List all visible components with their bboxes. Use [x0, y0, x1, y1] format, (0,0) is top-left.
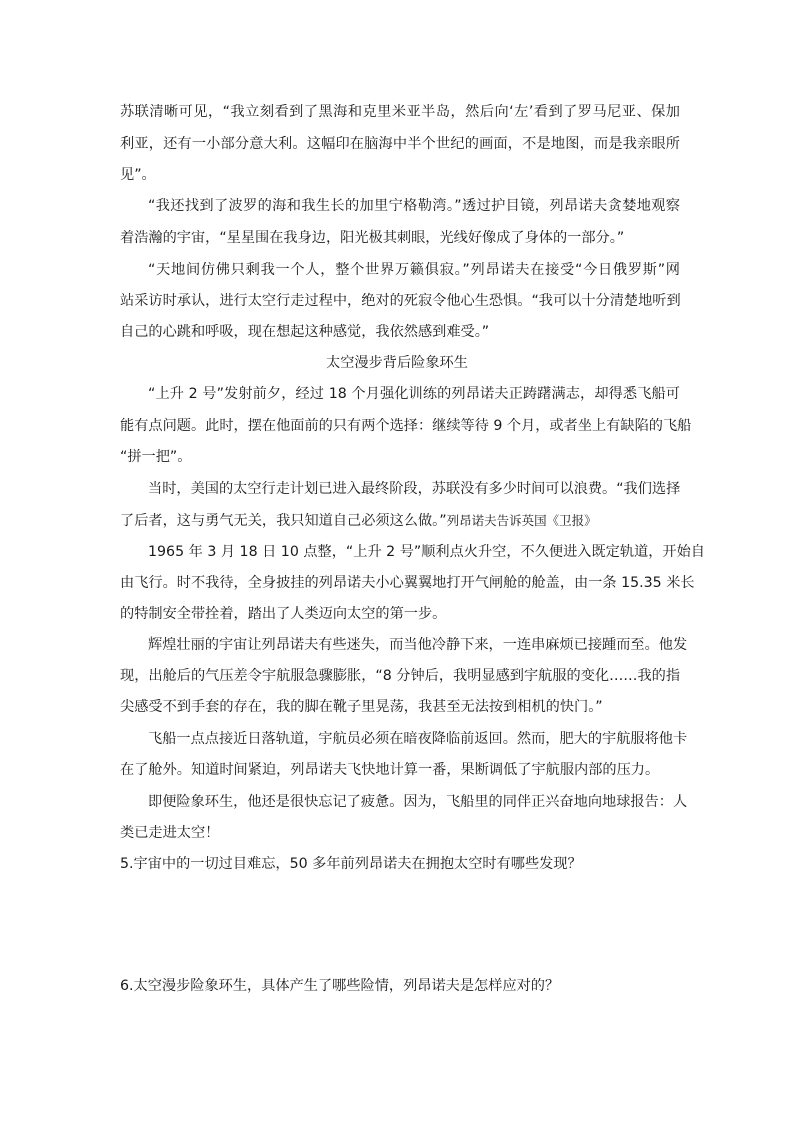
paragraph-line: 苏联清晰可见，“我立刻看到了黑海和克里米亚半岛，然后向‘左’看到了罗马尼亚、保加: [120, 104, 680, 120]
paragraph-line: 飞船一点点接近日落轨道，宇航员必须在暗夜降临前返回。然而，肥大的宇航服将他卡: [148, 731, 688, 747]
paragraph-line: 站采访时承认，进行太空行走过程中，绝对的死寂令他心生恐惧。“我可以十分清楚地听到: [120, 293, 681, 309]
section-heading: 太空漫步背后险象环生: [326, 355, 468, 371]
paragraph-line: 着浩瀚的宇宙，“星星围在我身边，阳光极其刺眼，光线好像成了身体的一部分。”: [120, 230, 625, 246]
paragraph-line: “天地间仿佛只剩我一个人，整个世界万籁俱寂。”列昂诺夫在接受“今日俄罗斯”网: [148, 262, 680, 278]
paragraph-line: 在了舱外。知道时间紧迫，列昂诺夫飞快地计算一番，果断调低了宇航服内部的压力。: [120, 762, 660, 778]
paragraph-line: 自己的心跳和呼吸，现在想起这种感觉，我依然感到难受。”: [120, 324, 490, 340]
paragraph-line: “拼一把”。: [120, 449, 192, 465]
paragraph-line: 类已走进太空！: [120, 825, 220, 841]
paragraph-line: 能有点问题。此时，摆在他面前的只有两个选择：继续等待 9 个月，或者坐上有缺陷的飞船: [120, 418, 692, 434]
paragraph-line: 现，出舱后的气压差令宇航服急骤膨胀，“8 分钟后，我明显感到宇航服的变化……我的指: [120, 668, 681, 684]
paragraph-line: 当时，美国的太空行走计划已进入最终阶段，苏联没有多少时间可以浪费。“我们选择: [148, 481, 681, 497]
paragraph-line: 尖感受不到手套的存在，我的脚在靴子里晃荡，我甚至无法按到相机的快门。”: [120, 699, 603, 715]
paragraph-line-mixed: [120, 510, 597, 531]
paragraph-line: 1965 年 3 月 18 日 10 点整，“上升 2 号”顺利点火升空，不久便进入既定轨道，开始自: [148, 544, 705, 560]
attribution-text: 列昂诺夫告诉英国《卫报》: [446, 513, 597, 528]
paragraph-line: “上升 2 号”发射前夕，经过 18 个月强化训练的列昂诺夫正踌躇满志，却得悉飞船可: [148, 386, 680, 402]
question-5: 5.宇宙中的一切过目难忘，50 多年前列昂诺夫在拥抱太空时有哪些发现？: [120, 856, 582, 872]
paragraph-line: “我还找到了波罗的海和我生长的加里宁格勒湾。”透过护目镜，列昂诺夫贪婪地观察: [148, 198, 680, 214]
paragraph-line: 由飞行。时不我待，全身披挂的列昂诺夫小心翼翼地打开气闸舱的舱盖，由一条 15.35 米长: [120, 575, 695, 591]
paragraph-line: 的特制安全带拴着，踏出了人类迈向太空的第一步。: [120, 606, 447, 622]
paragraph-line: 利亚，还有一小部分意大利。这幅印在脑海中半个世纪的画面，不是地图，而是我亲眼所: [120, 136, 680, 152]
paragraph-line: 辉煌壮丽的宇宙让列昂诺夫有些迷失，而当他冷静下来，一连串麻烦已接踵而至。他发: [148, 637, 688, 653]
quote-text: 了后者，这与勇气无关，我只知道自己必须这么做。”: [120, 513, 447, 529]
paragraph-line: 见”。: [120, 167, 156, 183]
paragraph-line: 即便险象环生，他还是很快忘记了疲惫。因为，飞船里的同伴正兴奋地向地球报告：人: [148, 794, 688, 810]
question-6: 6.太空漫步险象环生，具体产生了哪些险情，列昂诺夫是怎样应对的？: [120, 978, 560, 994]
